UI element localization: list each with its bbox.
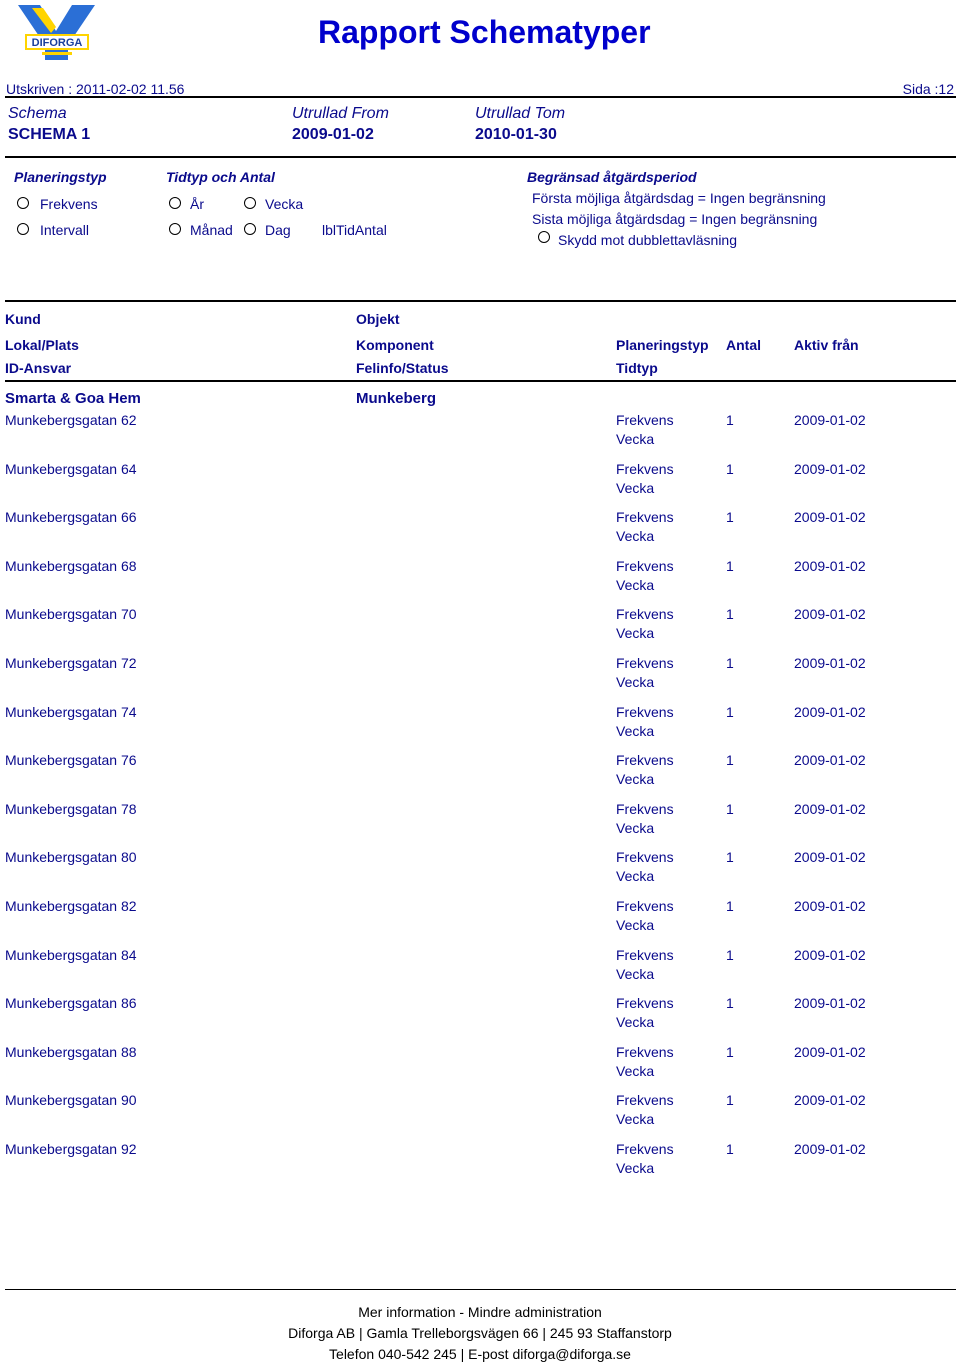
row-tidtyp: Vecka [616,1160,655,1176]
skydd-label: Skydd mot dubblettavläsning [558,232,737,248]
row-tidtyp: Vecka [616,625,655,641]
row-antal: 1 [726,995,734,1011]
row-antal: 1 [726,849,734,865]
row-planeringstyp: Frekvens [616,412,674,428]
diforga-logo [18,5,95,67]
col-id-ansvar: ID-Ansvar [5,360,72,376]
row-lokal: Munkebergsgatan 74 [5,704,137,720]
row-lokal: Munkebergsgatan 66 [5,509,137,525]
row-planeringstyp: Frekvens [616,849,674,865]
row-antal: 1 [726,412,734,428]
row-aktiv-fran: 2009-01-02 [794,655,866,671]
row-planeringstyp: Frekvens [616,509,674,525]
footer-contact: Telefon 040-542 245 | E-post diforga@diforga.se [329,1346,631,1362]
row-lokal: Munkebergsgatan 90 [5,1092,137,1108]
group-kund: Smarta & Goa Hem [5,390,141,407]
row-lokal: Munkebergsgatan 78 [5,801,137,817]
intervall-radio-label: Intervall [40,222,90,238]
row-planeringstyp: Frekvens [616,461,674,477]
tom-label: Utrullad Tom [475,105,566,122]
col-kund: Kund [5,311,41,327]
col-antal: Antal [726,337,761,353]
row-tidtyp: Vecka [616,480,655,496]
row-lokal: Munkebergsgatan 68 [5,558,137,574]
planeringstyp-label: Planeringstyp [14,169,107,185]
schema-label: Schema [8,105,67,122]
footer-tagline: Mer information - Mindre administration [358,1304,602,1320]
row-tidtyp: Vecka [616,1063,655,1079]
row-lokal: Munkebergsgatan 82 [5,898,137,914]
dag-radio-label: Dag [265,222,291,238]
col-lokal: Lokal/Plats [5,337,79,353]
from-value: 2009-01-02 [292,126,374,143]
row-tidtyp: Vecka [616,674,655,690]
row-lokal: Munkebergsgatan 62 [5,412,137,428]
row-aktiv-fran: 2009-01-02 [794,1044,866,1060]
row-tidtyp: Vecka [616,771,655,787]
vecka-radio-label: Vecka [265,196,304,212]
row-aktiv-fran: 2009-01-02 [794,1092,866,1108]
logo-text: DIFORGA [31,37,83,49]
row-aktiv-fran: 2009-01-02 [794,995,866,1011]
tom-value: 2010-01-30 [475,126,557,143]
printed-timestamp: Utskriven : 2011-02-02 11.56 [6,81,185,97]
row-lokal: Munkebergsgatan 64 [5,461,137,477]
row-planeringstyp: Frekvens [616,606,674,622]
col-felinfo: Felinfo/Status [356,360,449,376]
row-tidtyp: Vecka [616,431,655,447]
frekvens-radio-label: Frekvens [40,196,98,212]
dag-radio[interactable] [244,223,256,235]
from-label: Utrullad From [292,105,389,122]
row-aktiv-fran: 2009-01-02 [794,558,866,574]
row-antal: 1 [726,509,734,525]
row-antal: 1 [726,1044,734,1060]
row-planeringstyp: Frekvens [616,704,674,720]
forsta-atgardsdag: Första möjliga åtgärdsdag = Ingen begränsning [532,190,826,206]
row-aktiv-fran: 2009-01-02 [794,752,866,768]
row-lokal: Munkebergsgatan 80 [5,849,137,865]
row-planeringstyp: Frekvens [616,558,674,574]
row-aktiv-fran: 2009-01-02 [794,801,866,817]
intervall-radio[interactable] [17,223,29,235]
row-planeringstyp: Frekvens [616,947,674,963]
row-antal: 1 [726,947,734,963]
row-planeringstyp: Frekvens [616,1044,674,1060]
row-planeringstyp: Frekvens [616,655,674,671]
skydd-radio[interactable] [538,231,550,243]
row-aktiv-fran: 2009-01-02 [794,898,866,914]
frekvens-radio[interactable] [17,197,29,209]
row-tidtyp: Vecka [616,528,655,544]
row-antal: 1 [726,558,734,574]
row-lokal: Munkebergsgatan 86 [5,995,137,1011]
row-aktiv-fran: 2009-01-02 [794,947,866,963]
manad-radio[interactable] [169,223,181,235]
row-antal: 1 [726,752,734,768]
vecka-radio[interactable] [244,197,256,209]
row-lokal: Munkebergsgatan 72 [5,655,137,671]
row-tidtyp: Vecka [616,917,655,933]
row-aktiv-fran: 2009-01-02 [794,704,866,720]
col-planeringstyp: Planeringstyp [616,337,709,353]
ar-radio[interactable] [169,197,181,209]
begransad-label: Begränsad åtgärdsperiod [527,169,697,185]
row-planeringstyp: Frekvens [616,995,674,1011]
row-tidtyp: Vecka [616,1014,655,1030]
tid-antal-field: lblTidAntal [322,222,387,238]
row-aktiv-fran: 2009-01-02 [794,606,866,622]
row-planeringstyp: Frekvens [616,1092,674,1108]
row-planeringstyp: Frekvens [616,752,674,768]
row-planeringstyp: Frekvens [616,1141,674,1157]
row-antal: 1 [726,655,734,671]
row-antal: 1 [726,606,734,622]
report-title: Rapport Schematyper [318,14,651,50]
schema-value: SCHEMA 1 [8,126,91,143]
row-tidtyp: Vecka [616,966,655,982]
ar-radio-label: År [190,196,204,212]
row-antal: 1 [726,898,734,914]
row-aktiv-fran: 2009-01-02 [794,849,866,865]
col-tidtyp: Tidtyp [616,360,658,376]
row-lokal: Munkebergsgatan 76 [5,752,137,768]
sista-atgardsdag: Sista möjliga åtgärdsdag = Ingen begränsning [532,211,818,227]
col-aktiv: Aktiv från [794,337,859,353]
row-tidtyp: Vecka [616,577,655,593]
row-tidtyp: Vecka [616,723,655,739]
row-tidtyp: Vecka [616,820,655,836]
row-antal: 1 [726,801,734,817]
row-lokal: Munkebergsgatan 70 [5,606,137,622]
row-antal: 1 [726,1092,734,1108]
col-objekt: Objekt [356,311,400,327]
row-aktiv-fran: 2009-01-02 [794,509,866,525]
row-lokal: Munkebergsgatan 88 [5,1044,137,1060]
row-aktiv-fran: 2009-01-02 [794,1141,866,1157]
col-komponent: Komponent [356,337,434,353]
group-objekt: Munkeberg [356,390,437,407]
row-aktiv-fran: 2009-01-02 [794,412,866,428]
row-antal: 1 [726,1141,734,1157]
row-antal: 1 [726,461,734,477]
footer-address: Diforga AB | Gamla Trelleborgsvägen 66 | 245 93 Staffanstorp [288,1325,672,1341]
row-antal: 1 [726,704,734,720]
manad-radio-label: Månad [190,222,233,238]
row-lokal: Munkebergsgatan 92 [5,1141,137,1157]
row-lokal: Munkebergsgatan 84 [5,947,137,963]
row-tidtyp: Vecka [616,868,655,884]
row-planeringstyp: Frekvens [616,898,674,914]
row-planeringstyp: Frekvens [616,801,674,817]
row-aktiv-fran: 2009-01-02 [794,461,866,477]
row-tidtyp: Vecka [616,1111,655,1127]
page-number: Sida :12 [902,81,954,97]
tidtyp-label: Tidtyp och Antal [166,169,275,185]
